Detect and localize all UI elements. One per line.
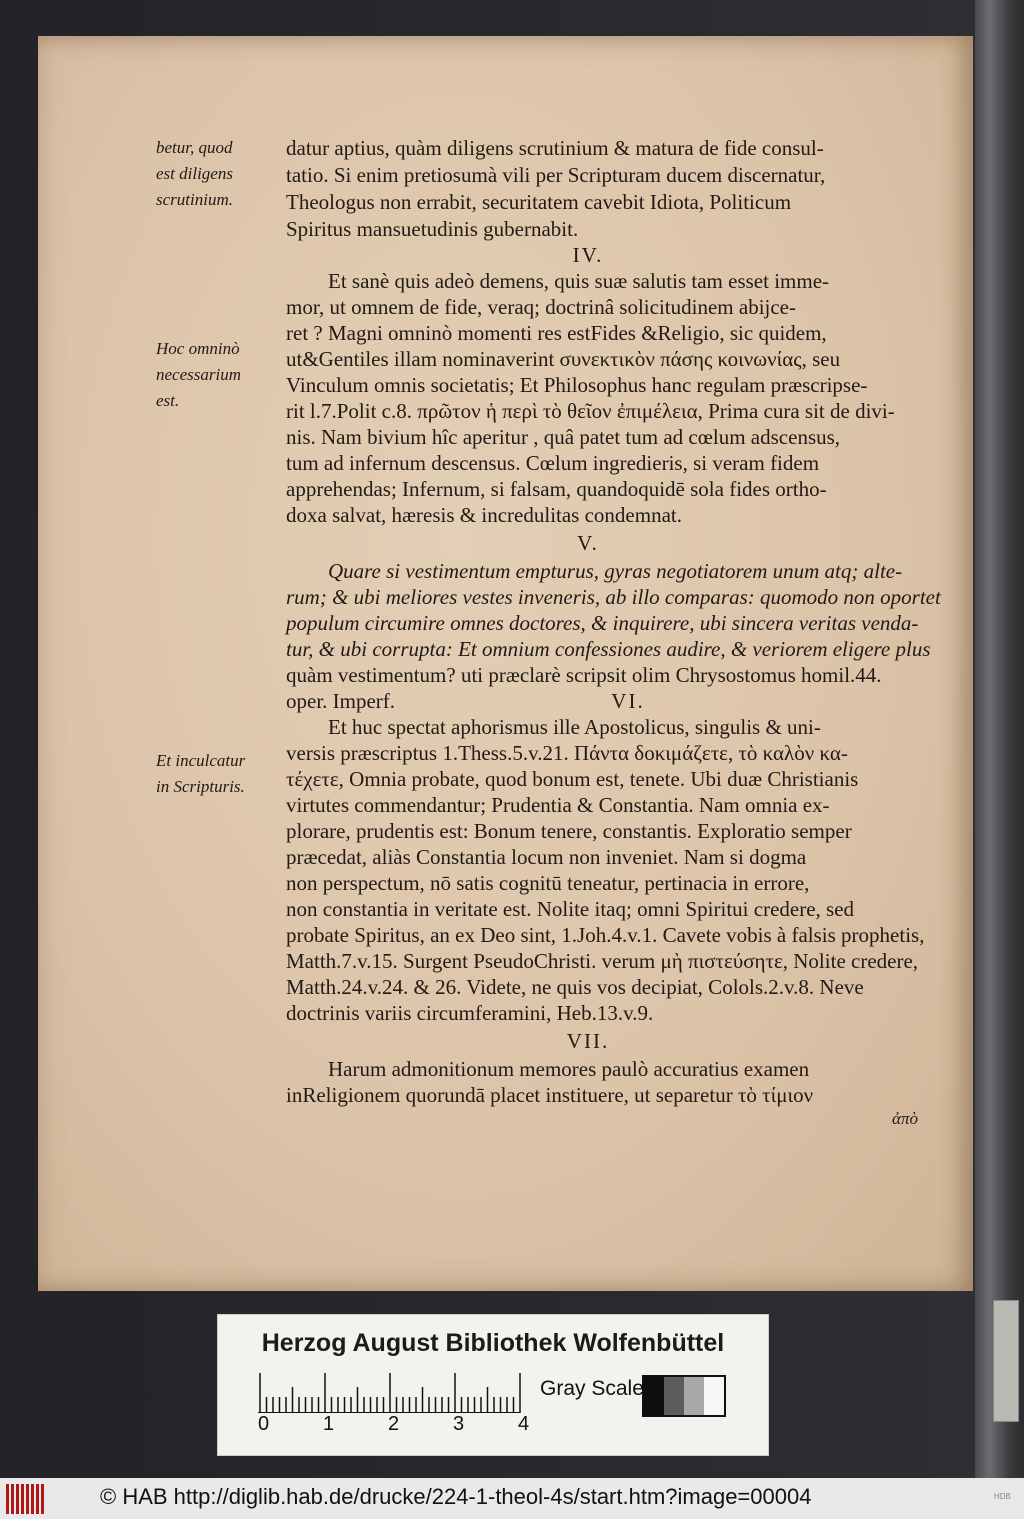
- text-line: non perspectum, nō satis cognitū teneatur, pertinacia in errore,: [286, 871, 810, 895]
- text-line: τέχετε, Omnia probate, quod bonum est, tenete. Ubi duæ Christianis: [286, 767, 859, 791]
- text-line: Et sanè quis adeò demens, quis suæ salutis tam esset imme-: [328, 269, 830, 293]
- page-text: [38, 36, 973, 1291]
- text-line: virtutes commendantur; Prudentia & Constantia. Nam omnia ex-: [286, 793, 830, 817]
- text-line: rum; & ubi meliores vestes inveneris, ab illo comparas: quomodo non oportet: [286, 585, 941, 609]
- text-line: tum ad infernum descensus. Cœlum ingredieris, si veram fidem: [286, 451, 820, 475]
- text-line: Matth.7.v.15. Surgent PseudoChristi. verum μὴ πιστεύσητε, Nolite credere,: [286, 949, 919, 973]
- gray-scale-swatch: [642, 1375, 726, 1417]
- ruler-number: 0: [258, 1413, 270, 1435]
- text-line: rit l.7.Polit c.8. πρῶτον ἡ περὶ τὸ θεῖον ἐπιμέλεια, Prima cura sit de divi-: [286, 399, 895, 423]
- section-heading: IV.: [572, 243, 604, 267]
- section-heading: V.: [577, 531, 599, 555]
- text-line: datur aptius, quàm diligens scrutinium & matura de fide consul-: [286, 136, 824, 160]
- spine-label-strip: [993, 1300, 1019, 1422]
- text-line: doxa salvat, hæresis & incredulitas condemnat.: [286, 503, 682, 527]
- margin-note: Et inculcatur in Scripturis.: [156, 751, 246, 796]
- text-line: doctrinis variis circumferamini, Heb.13.v.9.: [286, 1001, 654, 1025]
- margin-note: Hoc omninò necessarium est.: [156, 339, 241, 410]
- ruler-number: 1: [323, 1413, 335, 1435]
- section-heading: VII.: [566, 1029, 610, 1053]
- text-line: ret ? Magni omninò momenti res estFides &Religio, sic quidem,: [286, 321, 827, 345]
- text-line: Spiritus mansuetudinis gubernabit.: [286, 217, 579, 241]
- text-line: ut&Gentiles illam nominaverint συνεκτικὸν πάσης κοινωνίας, seu: [286, 347, 841, 371]
- text-line: Matth.24.v.24. & 26. Videte, ne quis vos decipiat, Colols.2.v.8. Neve: [286, 975, 864, 999]
- library-label-card: [217, 1314, 769, 1456]
- ruler-number: 2: [388, 1413, 400, 1435]
- gray-scale-block: [704, 1377, 724, 1415]
- gray-scale-block: [644, 1377, 664, 1415]
- section-heading: VI.: [611, 689, 645, 713]
- copyright-url: © HAB http://diglib.hab.de/drucke/224-1-theol-4s/start.htm?image=00004: [100, 1484, 812, 1509]
- library-name: Herzog August Bibliothek Wolfenbüttel: [261, 1329, 725, 1357]
- text-line: plorare, prudentis est: Bonum tenere, constantis. Exploratio semper: [286, 819, 852, 843]
- text-line: quàm vestimentum? uti præclarè scripsit olim Chrysostomus homil.44.: [286, 663, 882, 687]
- text-line: nis. Nam bivium hîc aperitur , quâ patet tum ad cœlum adscensus,: [286, 425, 841, 449]
- book-spine: [975, 0, 1024, 1478]
- text-line: tatio. Si enim pretiosumà vili per Scripturam ducem discernatur,: [286, 163, 826, 187]
- text-line: præcedat, aliàs Constantia locum non inveniet. Nam si dogma: [286, 845, 807, 869]
- footer-mark: HDB: [994, 1492, 1011, 1501]
- text-line: mor, ut omnem de fide, veraq; doctrinâ solicitudinem abijce-: [286, 295, 796, 319]
- ruler-number: 3: [453, 1413, 465, 1435]
- text-line: Theologus non errabit, securitatem cavebit Idiota, Politicum: [286, 190, 792, 214]
- text-line: tur, & ubi corrupta: Et omnium confessiones audire, & veriorem eligere plus: [286, 637, 931, 661]
- footer-bar: [0, 1478, 1024, 1519]
- text-line: populum circumire omnes doctores, & inquirere, ubi sincera veritas venda-: [286, 611, 919, 635]
- gray-scale-label: Gray Scale: [540, 1377, 644, 1400]
- text-line: Et huc spectat aphorismus ille Apostolicus, singulis & uni-: [328, 715, 821, 739]
- text-line: versis præscriptus 1.Thess.5.v.21. Πάντα δοκιμάζετε, τὸ καλὸν κα-: [286, 741, 848, 765]
- text-line: Vinculum omnis societatis; Et Philosophus hanc regulam præscripse-: [286, 373, 868, 397]
- ruler-number: 4: [518, 1413, 530, 1435]
- text-line: oper. Imperf.: [286, 689, 396, 713]
- catchword: ἀπὸ: [892, 1109, 918, 1128]
- gray-scale-block: [684, 1377, 704, 1415]
- text-line: probate Spiritus, an ex Deo sint, 1.Joh.4.v.1. Cavete vobis à falsis prophetis,: [286, 923, 925, 947]
- gray-scale-block: [664, 1377, 684, 1415]
- measurement-ruler: [258, 1373, 528, 1413]
- text-line: non constantia in veritate est. Nolite itaq; omni Spiritui credere, sed: [286, 897, 855, 921]
- text-line: inReligionem quorundā placet instituere, ut separetur τὸ τίμιον: [286, 1083, 814, 1107]
- text-line: Harum admonitionum memores paulò accuratius examen: [328, 1057, 810, 1081]
- book-page: [38, 36, 973, 1291]
- margin-note: betur, quod est diligens scrutinium.: [156, 138, 233, 209]
- text-line: Quare si vestimentum empturus, gyras negotiatorem unum atq; alte-: [328, 559, 903, 583]
- hab-logo-icon: [6, 1484, 46, 1514]
- text-line: apprehendas; Infernum, si falsam, quandoquidē sola fides ortho-: [286, 477, 827, 501]
